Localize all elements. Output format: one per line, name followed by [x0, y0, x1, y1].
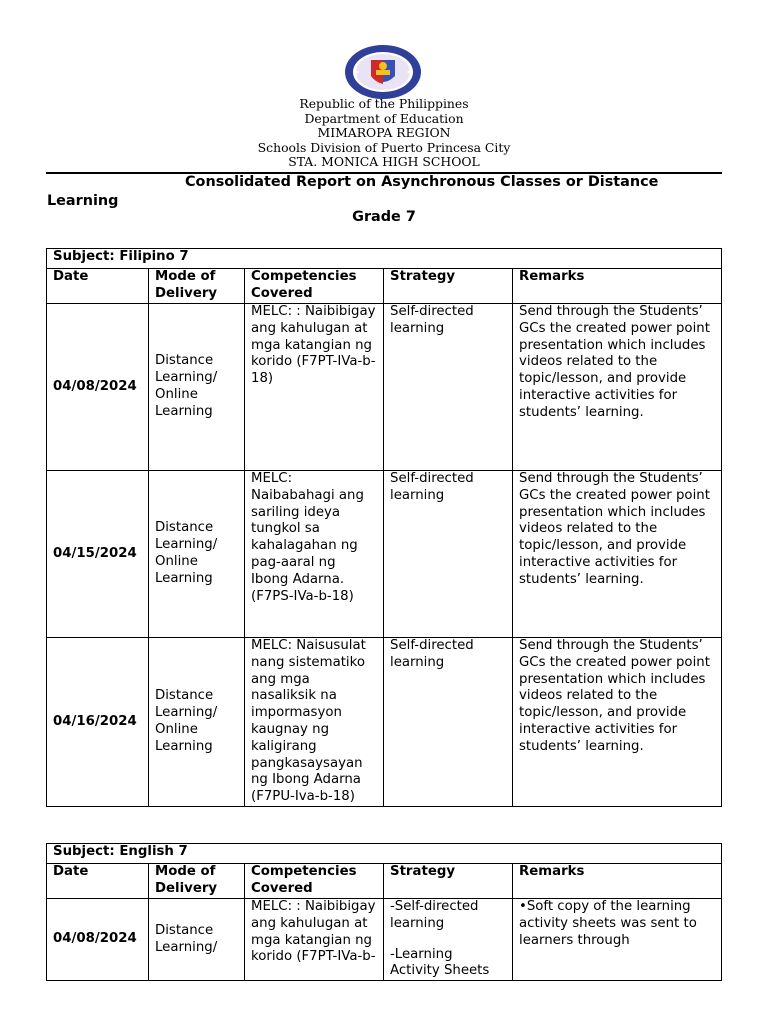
report-title-line2: Learning [47, 193, 119, 209]
row-date: 04/08/2024 [47, 899, 149, 981]
strategy-item: -Self-directed learning [390, 899, 479, 931]
strategy-item: -Learning Activity Sheets [390, 946, 490, 979]
row-remarks: Send through the Students’ GCs the created power point presentation which includes videos related to the topic/lesson, and provide interactive activities for students’ learning. [513, 304, 722, 471]
grade-level: Grade 7 [352, 209, 416, 225]
row-mode: Distance Learning/ [149, 899, 245, 981]
report-title-line1: Consolidated Report on Asynchronous Classes or Distance [185, 174, 659, 190]
letterhead-country: Republic of the Philippines [299, 96, 469, 111]
row-strategy: Self-directed learning [384, 471, 513, 638]
row-strategy: Self-directed learning [384, 304, 513, 471]
row-competency: MELC: Naisusulat nang sistematiko ang mga nasaliksik na impormasyon kaugnay ng kaligirang pangkasaysayan ng Ibong Adarna (F7PU-Iva-b-18) [245, 638, 384, 807]
column-header-strategy: Strategy [384, 864, 513, 899]
table-header-row [47, 864, 722, 899]
deped-seal-logo [343, 44, 423, 100]
letterhead-division: Schools Division of Puerto Princesa City [257, 139, 511, 155]
table-row [47, 304, 722, 471]
english-report-table [46, 843, 722, 981]
column-header-strategy: Strategy [384, 269, 513, 304]
column-header-mode: Mode of Delivery [149, 269, 245, 304]
table-row [47, 471, 722, 638]
row-date: 04/08/2024 [47, 304, 149, 471]
row-competency: MELC: : Naibibigay ang kahulugan at mga katangian ng korido (F7PT-IVa-b-18) [245, 304, 384, 471]
subject-heading: Subject: English 7 [47, 844, 722, 864]
row-competency: MELC: Naibabahagi ang sariling ideya tungkol sa kahalagahan ng pag-aaral ng Ibong Adarna. (F7PS-IVa-b-18) [245, 471, 384, 638]
row-date: 04/16/2024 [47, 638, 149, 807]
filipino-report-table [46, 248, 722, 807]
column-header-date: Date [47, 864, 149, 899]
letterhead-region: MIMAROPA REGION [317, 125, 451, 141]
table-header-row [47, 269, 722, 304]
row-remarks: Send through the Students’ GCs the created power point presentation which includes videos related to the topic/lesson, and provide interactive activities for students’ learning. [513, 638, 722, 807]
subject-heading: Subject: Filipino 7 [47, 249, 722, 269]
column-header-competencies: Competencies Covered [245, 269, 384, 304]
row-competency: MELC: : Naibibigay ang kahulugan at mga katangian ng korido (F7PT-IVa-b- [245, 899, 384, 981]
letterhead-school: STA. MONICA HIGH SCHOOL [288, 154, 480, 170]
column-header-remarks: Remarks [513, 269, 722, 304]
row-remarks: •Soft copy of the learning activity sheets was sent to learners through [513, 899, 722, 981]
table-row [47, 638, 722, 807]
row-date: 04/15/2024 [47, 471, 149, 638]
row-mode: Distance Learning/ Online Learning [149, 638, 245, 807]
column-header-mode: Mode of Delivery [149, 864, 245, 899]
letterhead [0, 97, 768, 170]
column-header-date: Date [47, 269, 149, 304]
row-mode: Distance Learning/ Online Learning [149, 304, 245, 471]
column-header-remarks: Remarks [513, 864, 722, 899]
row-strategy: Self-directed learning [384, 638, 513, 807]
row-mode: Distance Learning/ Online Learning [149, 471, 245, 638]
column-header-competencies: Competencies Covered [245, 864, 384, 899]
table-row [47, 899, 722, 981]
row-strategy [384, 899, 513, 981]
letterhead-department: Department of Education [304, 110, 464, 126]
row-remarks: Send through the Students’ GCs the created power point presentation which includes videos related to the topic/lesson, and provide interactive activities for students’ learning. [513, 471, 722, 638]
